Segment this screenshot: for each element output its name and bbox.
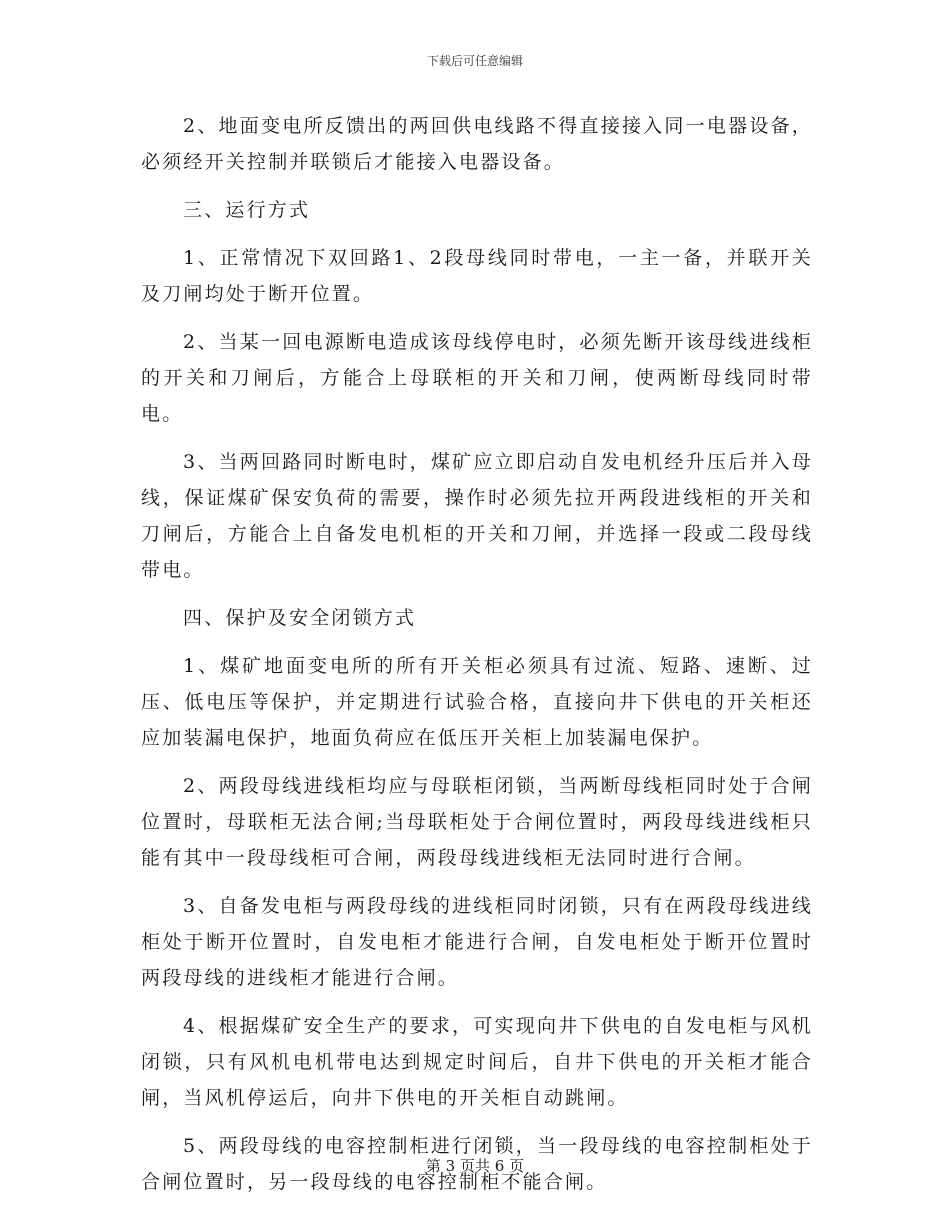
section-heading-operation-mode: 三、运行方式 (183, 199, 311, 221)
paragraph-2-feeder-lines: 2、地面变电所反馈出的两回供电线路不得直接接入同一电器设备，必须经开关控制并联锁后才能接入电器设备。 (141, 115, 813, 173)
page-header: 下载后可任意编辑 (426, 54, 523, 68)
paragraph-capacitor-interlock: 5、两段母线的电容控制柜进行闭锁，当一段母线的电容控制柜处于合闸位置时，另一段母线的电容控制柜不能合闸。 (141, 1135, 813, 1193)
document-body (141, 108, 813, 1212)
paragraph-switchgear-protection: 1、煤矿地面变电所的所有开关柜必须具有过流、短路、速断、过压、低电压等保护，并定期进行试验合格，直接向井下供电的开关柜还应加装漏电保护，地面负荷应在低压开关柜上加装漏电保护。 (141, 655, 813, 749)
paragraph-dual-power-loss: 3、当两回路同时断电时，煤矿应立即启动自发电机经升压后并入母线，保证煤矿保安负荷的需要，操作时必须先拉开两段进线柜的开关和刀闸后，方能合上自备发电机柜的开关和刀闸，并选择一段或二段母线带电。 (141, 451, 813, 581)
paragraph-single-power-loss: 2、当某一回电源断电造成该母线停电时，必须先断开该母线进线柜的开关和刀闸后，方能合上母联柜的开关和刀闸，使两断母线同时带电。 (141, 331, 813, 425)
paragraph-generator-interlock: 3、自备发电柜与两段母线的进线柜同时闭锁，只有在两段母线进线柜处于断开位置时，自发电柜才能进行合闸，自发电柜处于断开位置时两段母线的进线柜才能进行合闸。 (141, 895, 813, 989)
page-footer-page-number: 第 3 页共 6 页 (425, 1157, 525, 1175)
section-heading-protection-interlock: 四、保护及安全闭锁方式 (183, 607, 417, 629)
paragraph-fan-interlock: 4、根据煤矿安全生产的要求，可实现向井下供电的自发电柜与风机闭锁，只有风机电机带电达到规定时间后，自井下供电的开关柜才能合闸，当风机停运后，向井下供电的开关柜自动跳闸。 (141, 1015, 813, 1109)
paragraph-bus-tie-interlock: 2、两段母线进线柜均应与母联柜闭锁，当两断母线柜同时处于合闸位置时，母联柜无法合闸;当母联柜处于合闸位置时，两段母线进线柜只能有其中一段母线柜可合闸，两段母线进线柜无法同时进行合闸。 (141, 775, 813, 869)
paragraph-normal-operation: 1、正常情况下双回路1、2段母线同时带电，一主一备，并联开关及刀闸均处于断开位置。 (141, 247, 813, 305)
